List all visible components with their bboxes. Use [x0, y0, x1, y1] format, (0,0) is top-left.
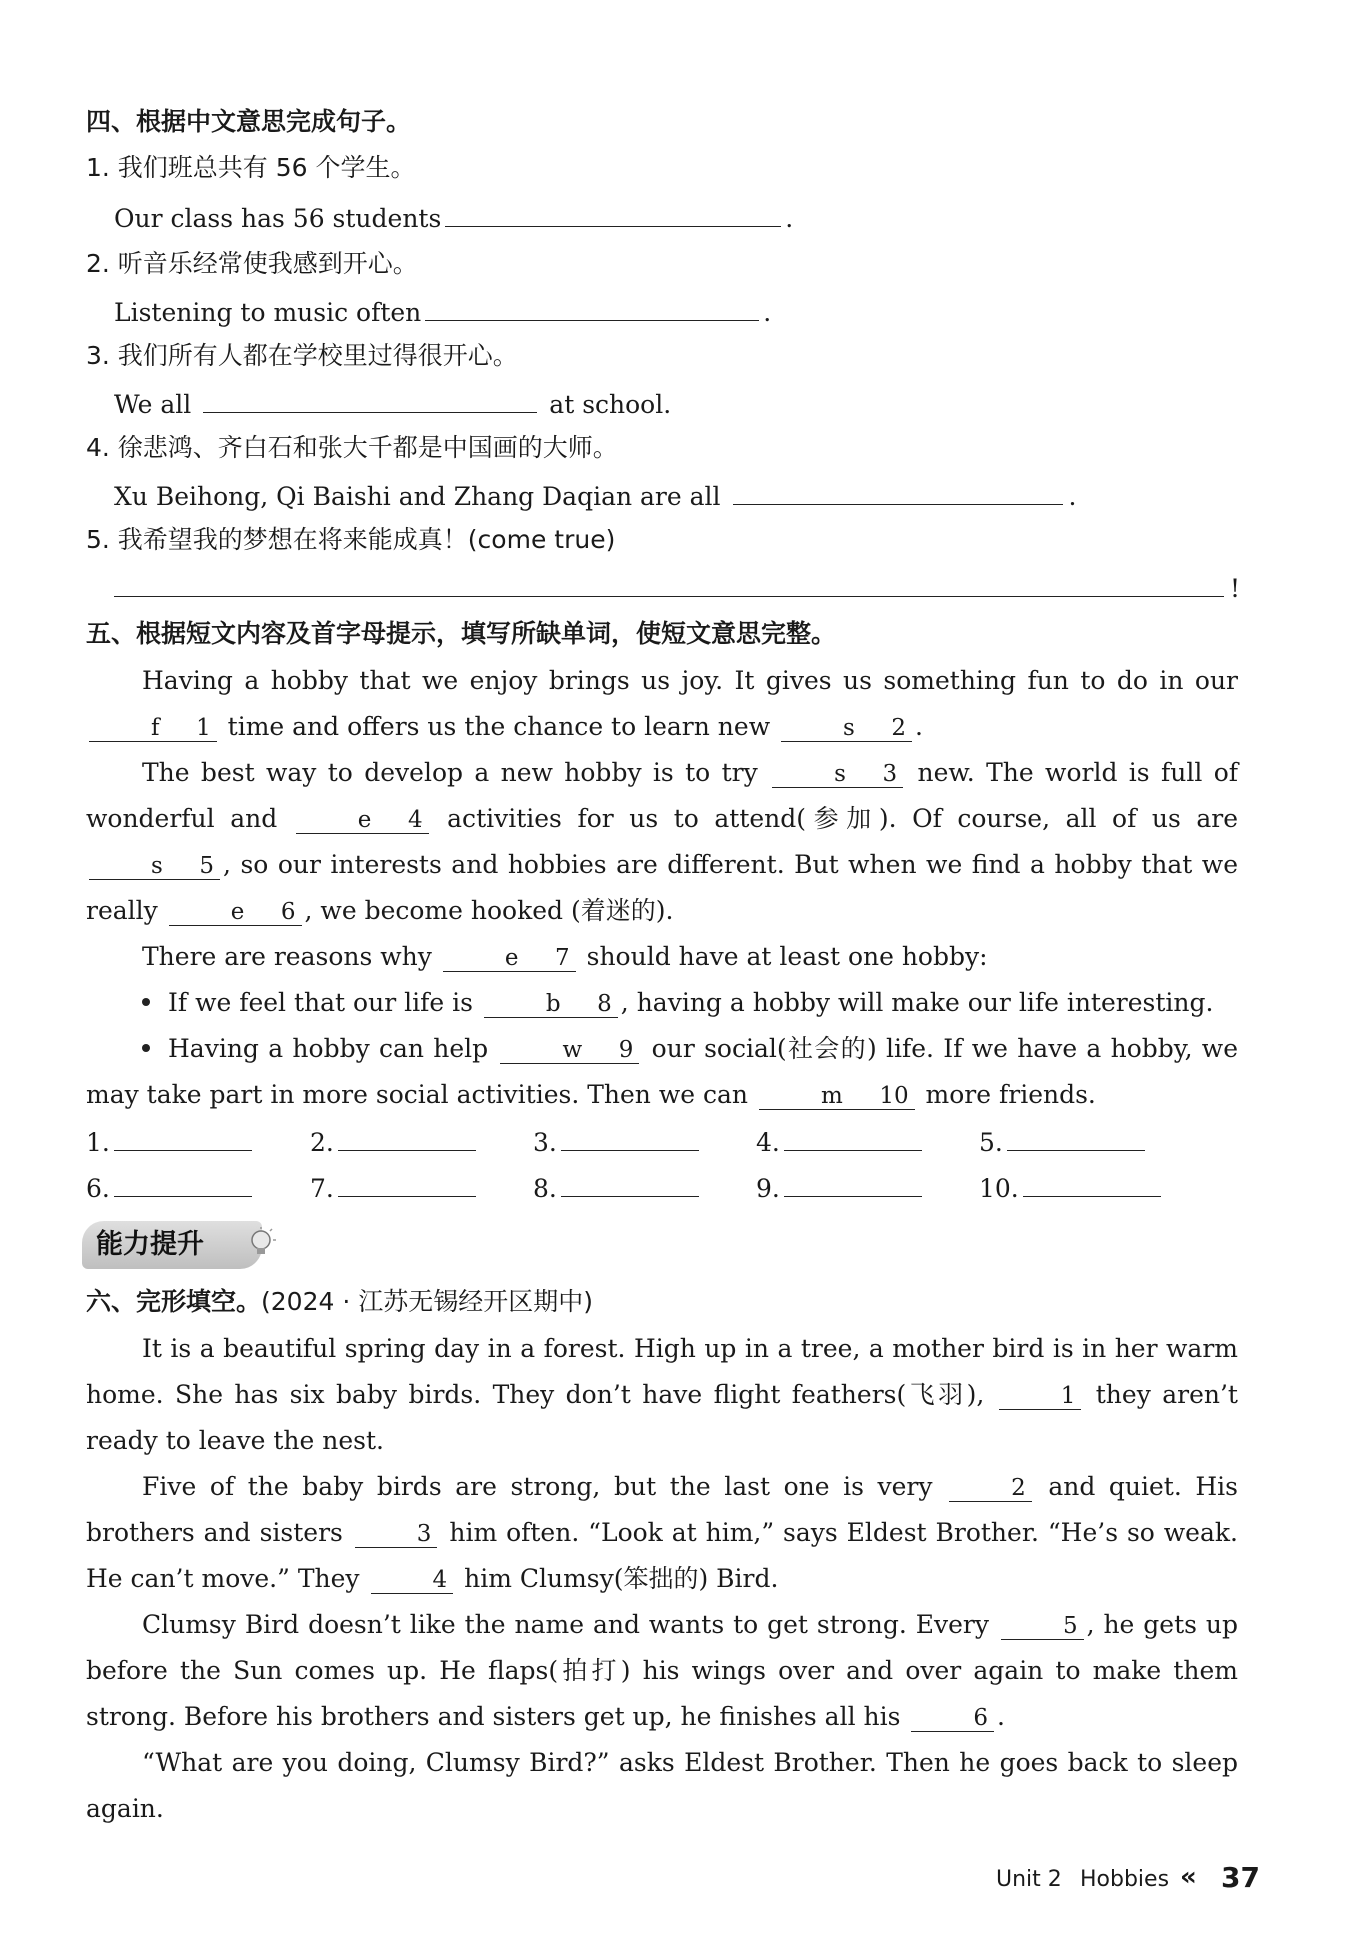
- s5-paragraph-1: Having a hobby that we enjoy brings us joy. It gives us something fun to do in our f 1 time and offers us the chance to learn new s 2 .: [86, 658, 1238, 750]
- section6-header: [86, 1286, 593, 1318]
- footer-title: Hobbies: [1080, 1867, 1170, 1892]
- s5-gap-8[interactable]: b 8: [484, 991, 618, 1018]
- s5-gap-3[interactable]: s 3: [772, 761, 903, 788]
- section6-heading: 六、完形填空。: [86, 1287, 262, 1316]
- s5-gap-7[interactable]: e 7: [443, 945, 576, 972]
- s4-item5-en: !: [114, 572, 1240, 605]
- s5-bullet-2: Having a hobby can help w 9 our social(社会的) life. If we have a hobby, we may take part in more social activities. Then we can m 10 more friends.: [86, 1034, 1238, 1109]
- s5-bullet-1: If we feel that our life is b 8 , having a hobby will make our life interesting.: [86, 980, 1238, 1026]
- s4-item1-blank[interactable]: [445, 202, 781, 227]
- answer-3[interactable]: 3.: [533, 1126, 699, 1159]
- s4-item4-text: Xu Beihong, Qi Baishi and Zhang Daqian are all: [114, 482, 721, 511]
- answer-1[interactable]: 1.: [86, 1126, 252, 1159]
- answer-2[interactable]: 2.: [310, 1126, 476, 1159]
- s4-item2-zh: 2. 听音乐经常使我感到开心。: [86, 249, 418, 278]
- s5-gap-2[interactable]: s 2: [781, 715, 912, 742]
- s5-gap-9[interactable]: w 9: [500, 1037, 639, 1064]
- bullet-icon: [142, 998, 150, 1006]
- answer-7[interactable]: 7.: [310, 1172, 476, 1205]
- section6-passage: [86, 1326, 1238, 1832]
- ability-banner: 能力提升: [82, 1221, 262, 1269]
- s5-gap-10[interactable]: m 10: [759, 1083, 915, 1110]
- answer-5[interactable]: 5.: [979, 1126, 1145, 1159]
- s6-paragraph-4: “What are you doing, Clumsy Bird?” asks Eldest Brother. Then he goes back to sleep again.: [86, 1748, 1238, 1823]
- s6-gap-6[interactable]: 6: [911, 1705, 994, 1732]
- section6-source: (2024 · 江苏无锡经开区期中): [261, 1287, 593, 1316]
- s5-gap-4[interactable]: e 4: [296, 807, 429, 834]
- s5-paragraph-3: There are reasons why e 7 should have at least one hobby:: [142, 942, 988, 971]
- s6-gap-4[interactable]: 4: [371, 1567, 454, 1594]
- s6-paragraph-2: Five of the baby birds are strong, but the last one is very 2 and quiet. His brothers and sisters 3 him often. “Look at him,” says Eldest Brother. “He’s so weak. He can’t move.” They 4 him Clumsy(笨拙的) Bird.: [86, 1472, 1239, 1593]
- s4-item4-blank[interactable]: [733, 480, 1063, 505]
- s4-item4-zh: 4. 徐悲鸿、齐白石和张大千都是中国画的大师。: [86, 433, 618, 462]
- answer-4[interactable]: 4.: [756, 1126, 922, 1159]
- section5-heading: 五、根据短文内容及首字母提示，填写所缺单词，使短文意思完整。: [86, 619, 837, 648]
- answer-10[interactable]: 10.: [979, 1172, 1161, 1205]
- s4-item5-blank[interactable]: [114, 572, 1224, 597]
- s6-gap-1[interactable]: 1: [999, 1383, 1082, 1410]
- s4-item1-text: Our class has 56 students: [114, 204, 442, 233]
- s6-paragraph-3: Clumsy Bird doesn’t like the name and wants to get strong. Every 5 , he gets up before the Sun comes up. He flaps(拍打) his wings over and over again to make them strong. Before his brothers and sisters get up, he finishes all his 6 .: [86, 1610, 1238, 1731]
- s5-gap-5[interactable]: s 5: [89, 853, 220, 880]
- lightbulb-icon: [244, 1226, 278, 1260]
- s4-item3-zh: 3. 我们所有人都在学校里过得很开心。: [86, 341, 518, 370]
- page-number: 37: [1221, 1861, 1260, 1894]
- s5-paragraph-2: The best way to develop a new hobby is to try s 3 new. The world is full of wonderful and e 4 activities for us to attend(参加). Of course, all of us are s 5 , so our interests and hobbies are different. But when we find a hobby that we really e 6 , we become hooked (着迷的).: [86, 758, 1239, 925]
- s4-item4-en: Xu Beihong, Qi Baishi and Zhang Daqian are all .: [114, 482, 1077, 511]
- answer-8[interactable]: 8.: [533, 1172, 699, 1205]
- answer-9[interactable]: 9.: [756, 1172, 922, 1205]
- s5-gap-1[interactable]: f 1: [89, 715, 217, 742]
- s4-item3-blank[interactable]: [203, 388, 537, 413]
- chevron-left-icon: «: [1180, 1862, 1197, 1892]
- s4-item1-zh: 1. 我们班总共有 56 个学生。: [86, 153, 416, 182]
- s6-gap-5[interactable]: 5: [1001, 1613, 1084, 1640]
- s4-item1-en: Our class has 56 students .: [114, 204, 794, 233]
- s4-item2-en: Listening to music often .: [114, 298, 772, 327]
- answer-6[interactable]: 6.: [86, 1172, 252, 1205]
- section5-passage: [86, 658, 1238, 1118]
- s4-item3-en: We all at school.: [114, 390, 672, 419]
- s4-item2-text: Listening to music often: [114, 298, 422, 327]
- s6-paragraph-1: It is a beautiful spring day in a forest. High up in a tree, a mother bird is in her warm home. She has six baby birds. They don’t have flight feathers(飞羽), 1 they aren’t ready to leave the nest.: [86, 1334, 1238, 1455]
- s6-gap-3[interactable]: 3: [355, 1521, 438, 1548]
- s4-item5-zh: 5. 我希望我的梦想在将来能成真！(come true): [86, 525, 616, 554]
- footer-unit: Unit 2: [996, 1867, 1062, 1892]
- s5-gap-6[interactable]: e 6: [169, 899, 302, 926]
- s6-gap-2[interactable]: 2: [949, 1475, 1032, 1502]
- section4-heading: 四、根据中文意思完成句子。: [86, 107, 412, 136]
- bullet-icon: [142, 1044, 150, 1052]
- s4-item3-text: We all: [114, 390, 192, 419]
- s4-item2-blank[interactable]: [425, 296, 759, 321]
